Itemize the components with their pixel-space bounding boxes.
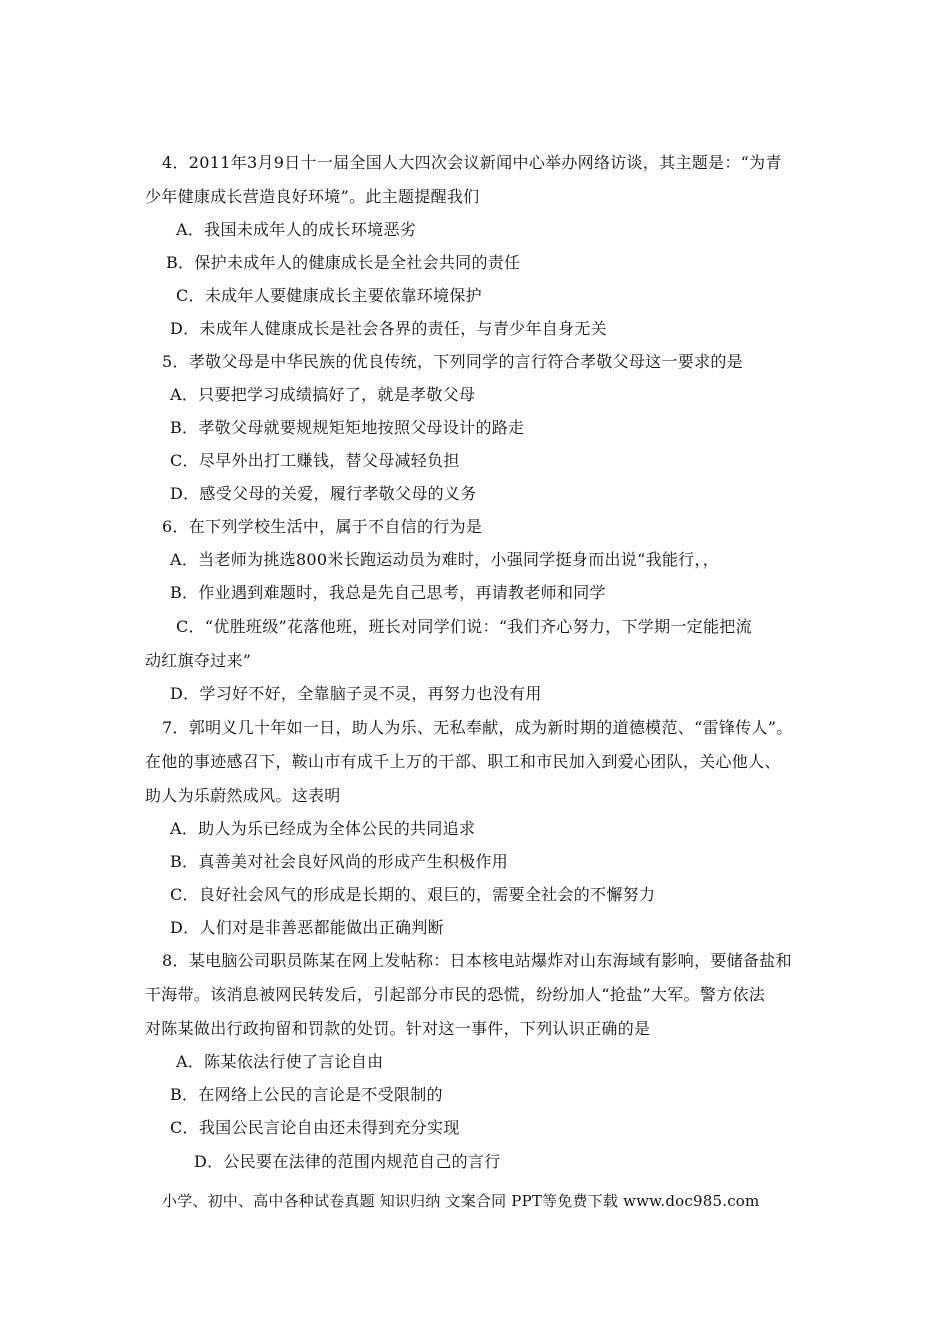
question-6-option-b: B．作业遇到难题时，我总是先自己思考，再请教老师和同学	[170, 583, 606, 602]
question-8-option-c: C．我国公民言论自由还未得到充分实现	[170, 1118, 460, 1137]
question-8-option-a: A．陈某依法行使了言论自由	[176, 1052, 384, 1071]
question-7-option-a: A．助人为乐已经成为全体公民的共同追求	[170, 819, 476, 838]
question-8-option-d: D．公民要在法律的范围内规范自己的言行	[194, 1152, 501, 1171]
question-4-stem-line-1: 4．2011年3月9日十一届全国人大四次会议新闻中心举办网络访谈，其主题是：“为青	[162, 153, 782, 172]
question-8-stem-line-3: 对陈某做出行政拘留和罚款的处罚。针对这一事件，下列认识正确的是	[145, 1019, 651, 1038]
question-4-option-d: D．未成年人健康成长是社会各界的责任，与青少年自身无关	[170, 319, 607, 338]
question-7-option-c: C．良好社会风气的形成是长期的、艰巨的，需要全社会的不懈努力	[170, 885, 656, 904]
footer-download-notice: 小学、初中、高中各种试卷真题 知识归纳 文案合同 PPT等免费下载 www.doc985.com	[162, 1192, 760, 1210]
question-5-stem-line-1: 5．孝敬父母是中华民族的优良传统，下列同学的言行符合孝敬父母这一要求的是	[162, 352, 743, 371]
question-8-option-b: B．在网络上公民的言论是不受限制的	[170, 1085, 443, 1104]
question-5-option-a: A．只要把学习成绩搞好了，就是孝敬父母	[170, 385, 476, 404]
question-4-stem-line-2: 少年健康成长营造良好环境”。此主题提醒我们	[145, 187, 480, 206]
question-8-stem-line-1: 8．某电脑公司职员陈某在网上发帖称：日本核电站爆炸对山东海域有影响，要储备盐和	[162, 951, 792, 970]
question-7-stem-line-3: 助人为乐蔚然成风。这表明	[145, 786, 341, 805]
question-7-stem-line-1: 7．郭明义几十年如一日，助人为乐、无私奉献，成为新时期的道德模范、“雷锋传人”。	[162, 718, 793, 737]
question-4-option-c: C．未成年人要健康成长主要依靠环境保护	[176, 286, 482, 305]
question-4-option-b: B．保护未成年人的健康成长是全社会共同的责任	[166, 253, 521, 272]
question-6-option-d: D．学习好不好，全靠脑子灵不灵，再努力也没有用	[170, 684, 542, 703]
question-4-option-a: A．我国未成年人的成长环境恶劣	[176, 220, 417, 239]
question-5-option-b: B．孝敬父母就要规规矩矩地按照父母设计的路走	[170, 418, 525, 437]
question-5-option-c: C．尽早外出打工赚钱，替父母减轻负担	[170, 451, 460, 470]
question-6-option-c-line-2: 动红旗夺过来”	[145, 651, 252, 670]
question-6-stem-line-1: 6．在下列学校生活中，属于不自信的行为是	[162, 517, 483, 536]
question-7-option-b: B．真善美对社会良好风尚的形成产生积极作用	[170, 852, 509, 871]
question-8-stem-line-2: 干海带。该消息被网民转发后，引起部分市民的恐慌，纷纷加人“抢盐”大军。警方依法	[145, 985, 766, 1004]
question-6-option-c-line-1: C．“优胜班级”花落他班，班长对同学们说：“我们齐心努力，下学期一定能把流	[176, 617, 752, 636]
question-5-option-d: D．感受父母的关爱，履行孝敬父母的义务	[170, 484, 477, 503]
question-7-option-d: D．人们对是非善恶都能做出正确判断	[170, 918, 444, 937]
question-6-option-a: A．当老师为挑选800米长跑运动员为难时，小强同学挺身而出说“我能行，，	[170, 550, 720, 569]
question-7-stem-line-2: 在他的事迹感召下，鞍山市有成千上万的干部、职工和市民加入到爱心团队，关心他人、	[145, 752, 781, 771]
